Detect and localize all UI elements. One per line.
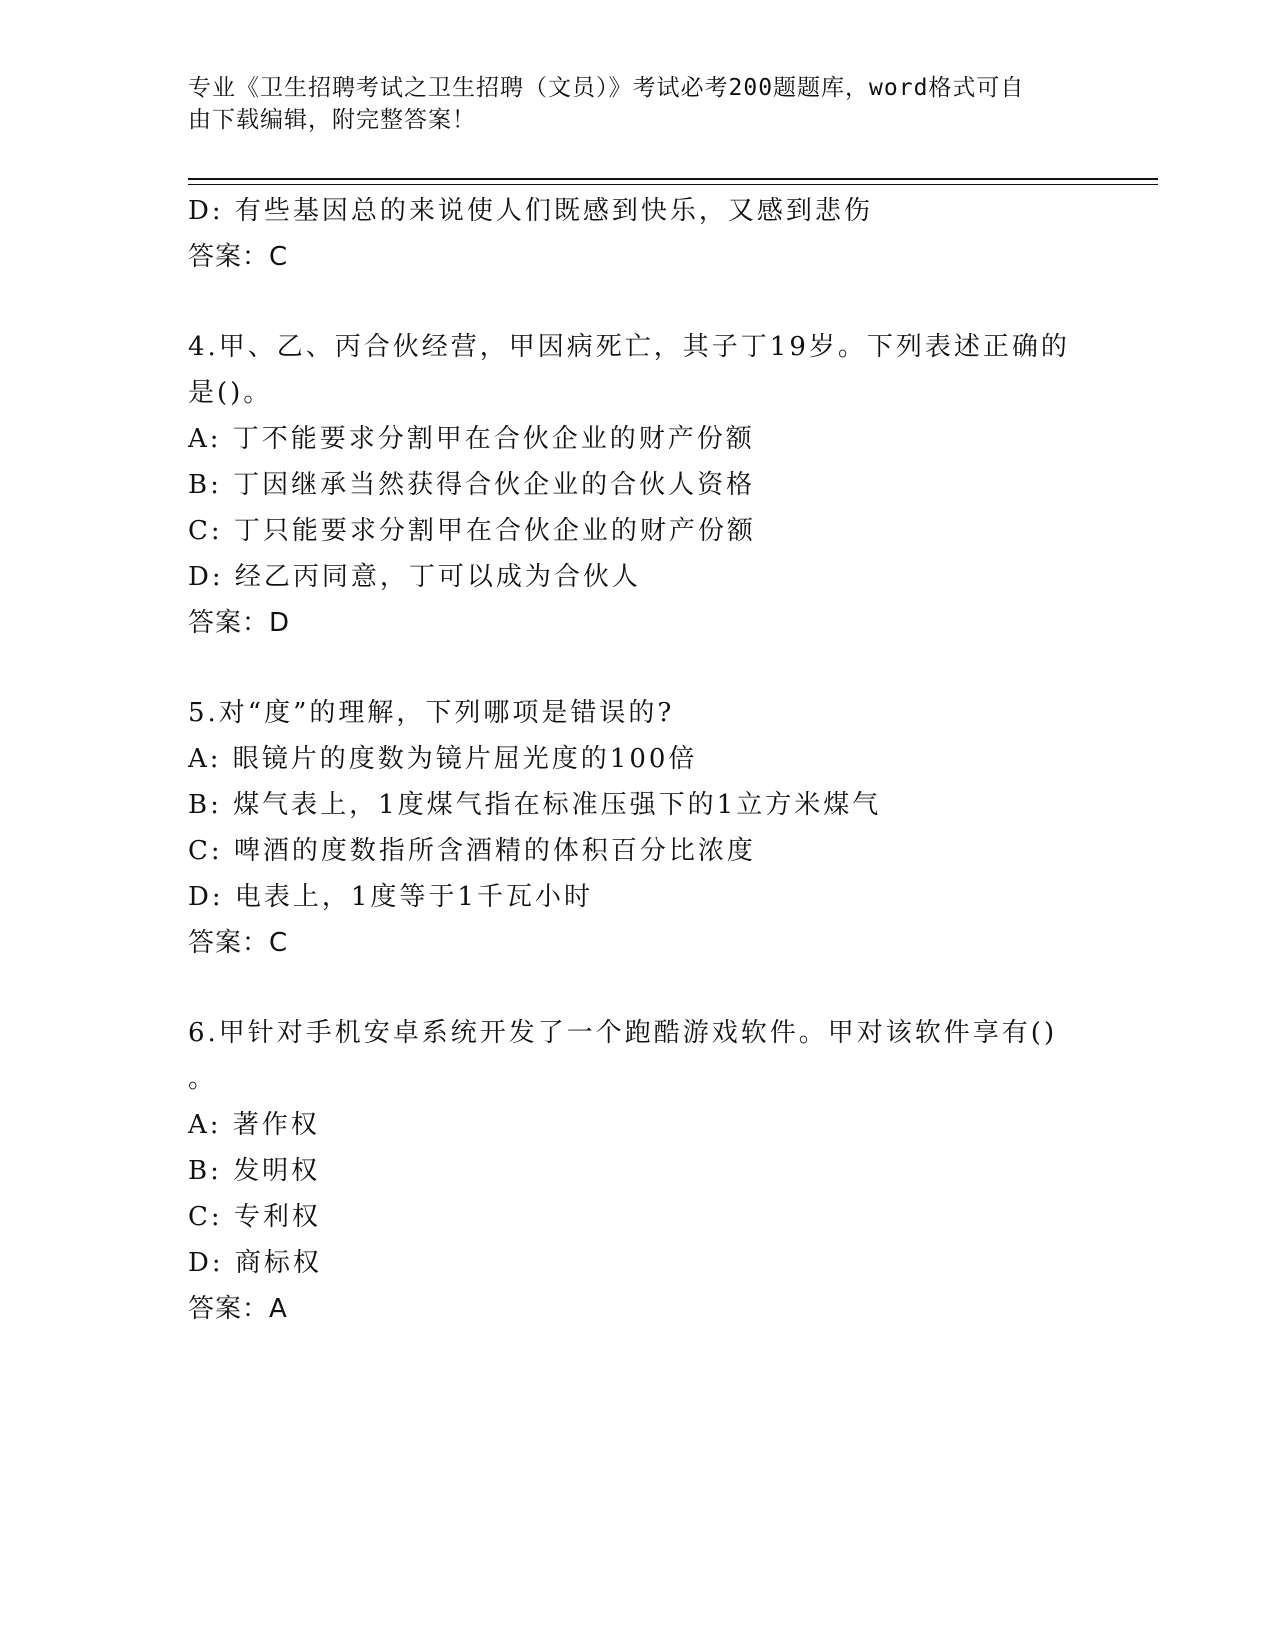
answer-line: 答案：C xyxy=(188,242,289,272)
header-line-2: 由下载编辑，附完整答案！ xyxy=(188,107,476,133)
option-d: D: 商标权 xyxy=(188,1248,322,1278)
answer-line: 答案：C xyxy=(188,928,289,958)
option-d: D: 电表上，1度等于1千瓦小时 xyxy=(188,882,593,912)
header-divider-thick xyxy=(188,178,1158,180)
option-c: C: 专利权 xyxy=(188,1202,321,1232)
question-stem: 6.甲针对手机安卓系统开发了一个跑酷游戏软件。甲对该软件享有() xyxy=(188,1018,1058,1048)
question-4 xyxy=(188,324,1088,646)
document-header xyxy=(188,72,1088,136)
answer-line: 答案：D xyxy=(188,608,291,638)
option-d: D: 有些基因总的来说使人们既感到快乐，又感到悲伤 xyxy=(188,196,873,226)
option-a: A: 眼镜片的度数为镜片屈光度的100倍 xyxy=(188,744,698,774)
option-d: D: 经乙丙同意，丁可以成为合伙人 xyxy=(188,562,641,592)
question-stem-continued: 是()。 xyxy=(188,378,273,408)
header-divider-thin xyxy=(188,184,1158,185)
question-list xyxy=(188,188,1088,1332)
option-c: C: 啤酒的度数指所含酒精的体积百分比浓度 xyxy=(188,836,756,866)
option-b: B: 煤气表上，1度煤气指在标准压强下的1立方米煤气 xyxy=(188,790,882,820)
option-a: A: 丁不能要求分割甲在合伙企业的财产份额 xyxy=(188,424,755,454)
option-a: A: 著作权 xyxy=(188,1110,320,1140)
question-6 xyxy=(188,1010,1088,1332)
answer-line: 答案：A xyxy=(188,1294,288,1324)
question-stem: 5.对“度”的理解，下列哪项是错误的? xyxy=(188,698,675,728)
option-c: C: 丁只能要求分割甲在合伙企业的财产份额 xyxy=(188,516,756,546)
question-stem: 4.甲、乙、丙合伙经营，甲因病死亡，其子丁19岁。下列表述正确的 xyxy=(188,332,1070,362)
question-5 xyxy=(188,690,1088,966)
question-stem-continued: 。 xyxy=(188,1064,218,1094)
header-line-1: 专业《卫生招聘考试之卫生招聘（文员）》考试必考200题题库，word格式可自 xyxy=(188,75,1025,101)
option-b: B: 丁因继承当然获得合伙企业的合伙人资格 xyxy=(188,470,756,500)
option-b: B: 发明权 xyxy=(188,1156,321,1186)
question-3-tail xyxy=(188,188,1088,280)
